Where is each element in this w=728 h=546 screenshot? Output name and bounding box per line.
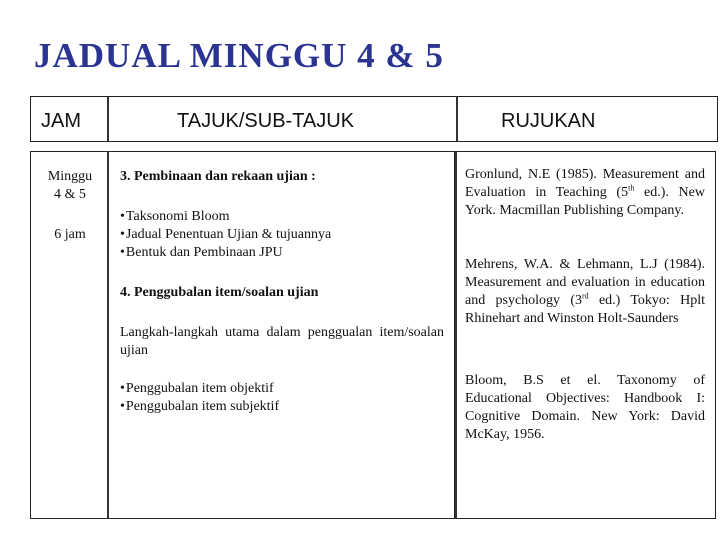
reference-text: Mehrens, W.A. & Lehmann, L.J (1984). Measurement and evaluation in education and psychology (3 <box>465 257 705 308</box>
reference-superscript: th <box>628 183 635 193</box>
section4-title: 4. Penggubalan item/soalan ujian <box>120 285 319 300</box>
rujukan-column <box>455 151 716 519</box>
header-divider <box>456 97 458 141</box>
section3-title: 3. Pembinaan dan rekaan ujian : <box>120 169 316 184</box>
jam-column <box>30 151 108 519</box>
jam-duration: 6 jam <box>54 227 86 242</box>
steps-text: Langkah-langkah utama dalam penggualan item/soalan ujian <box>120 325 444 358</box>
reference-bloom: Bloom, B.S et el. Taxonomy of Educational Objectives: Handbook I: Cognitive Domain. New York: David McKay, 1956. <box>465 373 705 442</box>
reference-superscript: rd <box>582 291 589 301</box>
jam-minggu: Minggu <box>47 169 93 184</box>
page-title: JADUAL MINGGU 4 & 5 <box>34 36 444 75</box>
header-divider <box>107 97 109 141</box>
list-item: • Bentuk dan Pembinaan JPU <box>120 244 444 262</box>
table-header-row <box>30 96 718 142</box>
list-item: • Penggubalan item objektif <box>120 380 444 398</box>
tajuk-column <box>107 151 455 519</box>
reference-text: ed.) Tokyo: Hplt Rhinehart and Winston Holt-Saunders <box>465 293 705 326</box>
header-jam: JAM <box>41 110 81 132</box>
header-tajuk: TAJUK/SUB-TAJUK <box>177 110 355 132</box>
reference-text: Gronlund, N.E (1985). Measurement and Evaluation in Teaching (5 <box>465 167 705 200</box>
jam-week-range: 4 & 5 <box>54 187 86 202</box>
reference-mehrens <box>465 256 705 328</box>
list-item: • Taksonomi Bloom <box>120 208 444 226</box>
reference-gronlund <box>465 166 705 220</box>
list-item: • Jadual Penentuan Ujian & tujuannya <box>120 226 444 244</box>
reference-text: ed.). New York. Macmillan Publishing Company. <box>465 185 705 218</box>
header-rujukan: RUJUKAN <box>501 110 596 132</box>
list-item: • Penggubalan item subjektif <box>120 398 444 416</box>
